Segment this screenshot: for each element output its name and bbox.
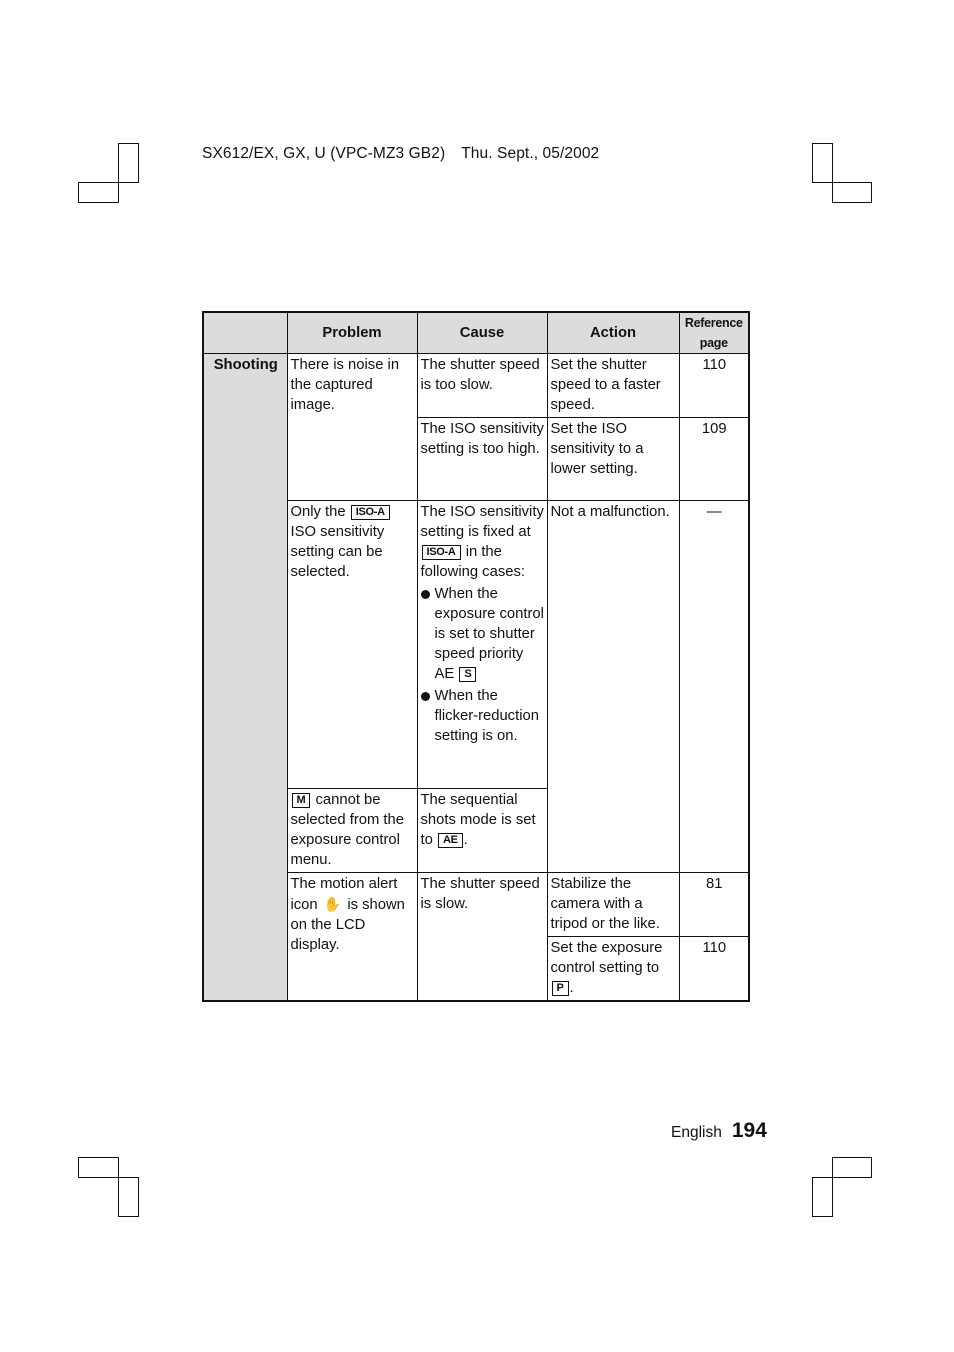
program-mode-icon: P (552, 981, 569, 996)
category-shooting: Shooting (203, 354, 287, 1002)
crop-mark-bottom-left-h (78, 1157, 119, 1178)
crop-mark-top-right-v (812, 143, 833, 183)
iso-auto-icon: ISO-A (351, 505, 390, 520)
header-cause: Cause (417, 312, 547, 354)
bullet-item (421, 584, 545, 684)
reference-cell: 110 (679, 354, 749, 418)
crop-mark-top-left-v (118, 143, 139, 183)
bullet-dot-icon (421, 590, 430, 599)
header-reference-line1: Reference (684, 316, 743, 330)
header-action: Action (547, 312, 679, 354)
cause-text-post: . (463, 832, 468, 848)
document-header (202, 145, 599, 163)
action-text-post: . (569, 980, 574, 996)
troubleshooting-table (202, 311, 750, 1002)
cause-cell (417, 501, 547, 789)
crop-mark-top-right-h (832, 182, 872, 203)
problem-text-post: cannot be selected from the exposure control menu. (290, 792, 404, 868)
page-number: 194 (731, 1119, 767, 1142)
bullet-text: When the flicker-reduction setting is on. (434, 688, 539, 744)
iso-auto-icon: ISO-A (422, 545, 461, 560)
ae-mode-icon: AE (438, 833, 463, 848)
problem-cell: There is noise in the captured image. (287, 354, 417, 501)
cause-cell: The ISO sensitivity setting is too high. (417, 418, 547, 501)
reference-cell: 109 (679, 418, 749, 501)
problem-text-post: is shown on the LCD display. (290, 897, 405, 953)
cause-text-post: in the following cases: (420, 544, 525, 580)
crop-mark-bottom-left-v (118, 1177, 139, 1217)
language-label: English (671, 1124, 722, 1141)
table-row (203, 354, 749, 418)
problem-cell (287, 873, 417, 1002)
crop-mark-top-left-h (78, 182, 119, 203)
shutter-priority-icon: S (459, 667, 476, 682)
model-label: SX612/EX, GX, U (VPC-MZ3 GB2) (202, 145, 446, 162)
cause-cell: The shutter speed is too slow. (417, 354, 547, 418)
cause-cell: The shutter speed is slow. (417, 873, 547, 1002)
reference-cell: — (679, 501, 749, 873)
header-problem: Problem (287, 312, 417, 354)
problem-text-pre: The motion alert icon (290, 876, 398, 913)
manual-mode-icon: M (292, 793, 311, 808)
reference-cell: 81 (679, 873, 749, 937)
crop-mark-bottom-right-h (832, 1157, 872, 1178)
problem-cell (287, 501, 417, 789)
bullet-item (421, 686, 545, 746)
header-reference (679, 312, 749, 354)
problem-text-pre: Only the (290, 504, 346, 520)
header-reference-line2: page (699, 336, 728, 350)
problem-text-post: ISO sensitivity setting can be selected. (290, 524, 385, 580)
motion-alert-icon: ✋ (323, 896, 342, 912)
action-text-pre: Set the exposure control setting to (550, 940, 663, 976)
action-cell: Set the shutter speed to a faster speed. (547, 354, 679, 418)
date-label: Thu. Sept., 05/2002 (461, 145, 600, 162)
cause-text-pre: The sequential shots mode is set to (420, 792, 536, 848)
action-cell: Stabilize the camera with a tripod or the like. (547, 873, 679, 937)
cause-cell (417, 789, 547, 873)
cause-text-pre: The ISO sensitivity setting is fixed at (420, 504, 544, 540)
problem-cell (287, 789, 417, 873)
header-category (203, 312, 287, 354)
crop-mark-bottom-right-v (812, 1177, 833, 1217)
bullet-text: When the exposure control is set to shutter speed priority AE (434, 586, 544, 682)
action-cell: Not a malfunction. (547, 501, 679, 873)
reference-cell: 110 (679, 937, 749, 1002)
action-cell: Set the ISO sensitivity to a lower setting. (547, 418, 679, 501)
bullet-dot-icon (421, 692, 430, 701)
action-cell (547, 937, 679, 1002)
table-header-row (203, 312, 749, 354)
page-footer (671, 1119, 767, 1143)
